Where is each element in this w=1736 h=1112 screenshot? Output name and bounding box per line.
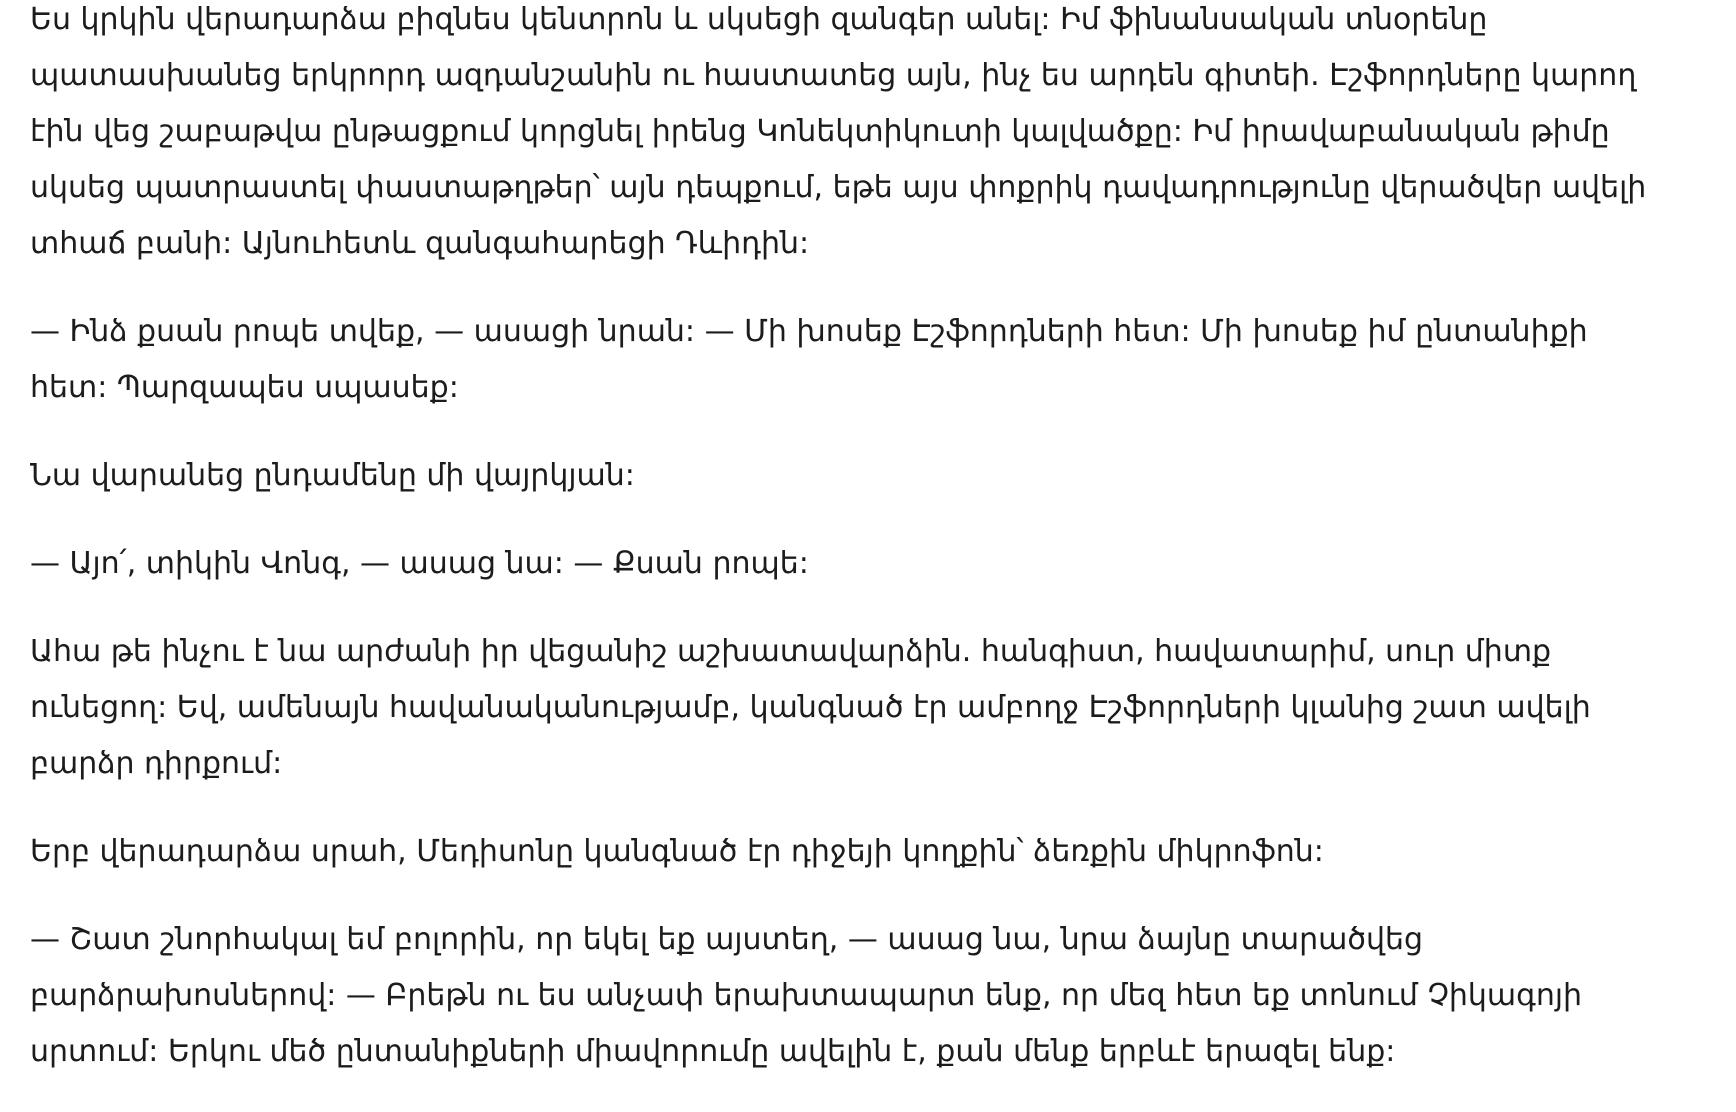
paragraph: Երբ վերադարձա սրահ, Մեդիսոնը կանգնած էր դիջեյի կողքին՝ ձեռքին միկրոֆոն: [30, 834, 1324, 869]
paragraph: Նա վարանեց ընդամենը մի վայրկյան: [30, 458, 635, 493]
paragraph: — Այո՛, տիկին Վոնգ, — ասաց նա: — Քսան րոպե: [30, 546, 809, 581]
paragraph: Ես կրկին վերադարձա բիզնես կենտրոն և սկսեցի զանգեր անել: Իմ ֆինանսական տնօրենը պատասխանեց երկրորդ ազդանշանին ու հաստատեց այն, ինչ ես արդեն գիտեի. Էշֆորդները կարող էին վեց շաբաթվա ընթացքում կորցնել իրենց Կոնեկտիկուտի կալվածքը: Իմ իրավաբանական թիմը սկսեց պատրաստել փաստաթղթեր՝ այն դեպքում, եթե այս փոքրիկ դավադրությունը վերածվեր ավելի տհաճ բանի: Այնուհետև զանգահարեցի Դևիդին: [30, 2, 1647, 261]
document-page [30, 0, 1670, 1112]
paragraph: Ահա թե ինչու է նա արժանի իր վեցանիշ աշխատավարձին. հանգիստ, հավատարիմ, սուր միտք ունեցող: Եվ, ամենայն հավանականությամբ, կանգնած էր ամբողջ Էշֆորդների կլանից շատ ավելի բարձր դիրքում: [30, 634, 1591, 781]
paragraph: — Ինձ քսան րոպե տվեք, — ասացի նրան: — Մի խոսեք Էշֆորդների հետ: Մի խոսեք իմ ընտանիքի հետ: Պարզապես սպասեք: [30, 314, 1588, 405]
paragraph: — Շատ շնորհակալ եմ բոլորին, որ եկել եք այստեղ, — ասաց նա, նրա ձայնը տարածվեց բարձրախոսներով: — Բրեթն ու ես անչափ երախտապարտ ենք, որ մեզ հետ եք տոնում Չիկագոյի սրտում: Երկու մեծ ընտանիքների միավորումը ավելին է, քան մենք երբևէ երազել ենք: [30, 922, 1583, 1069]
